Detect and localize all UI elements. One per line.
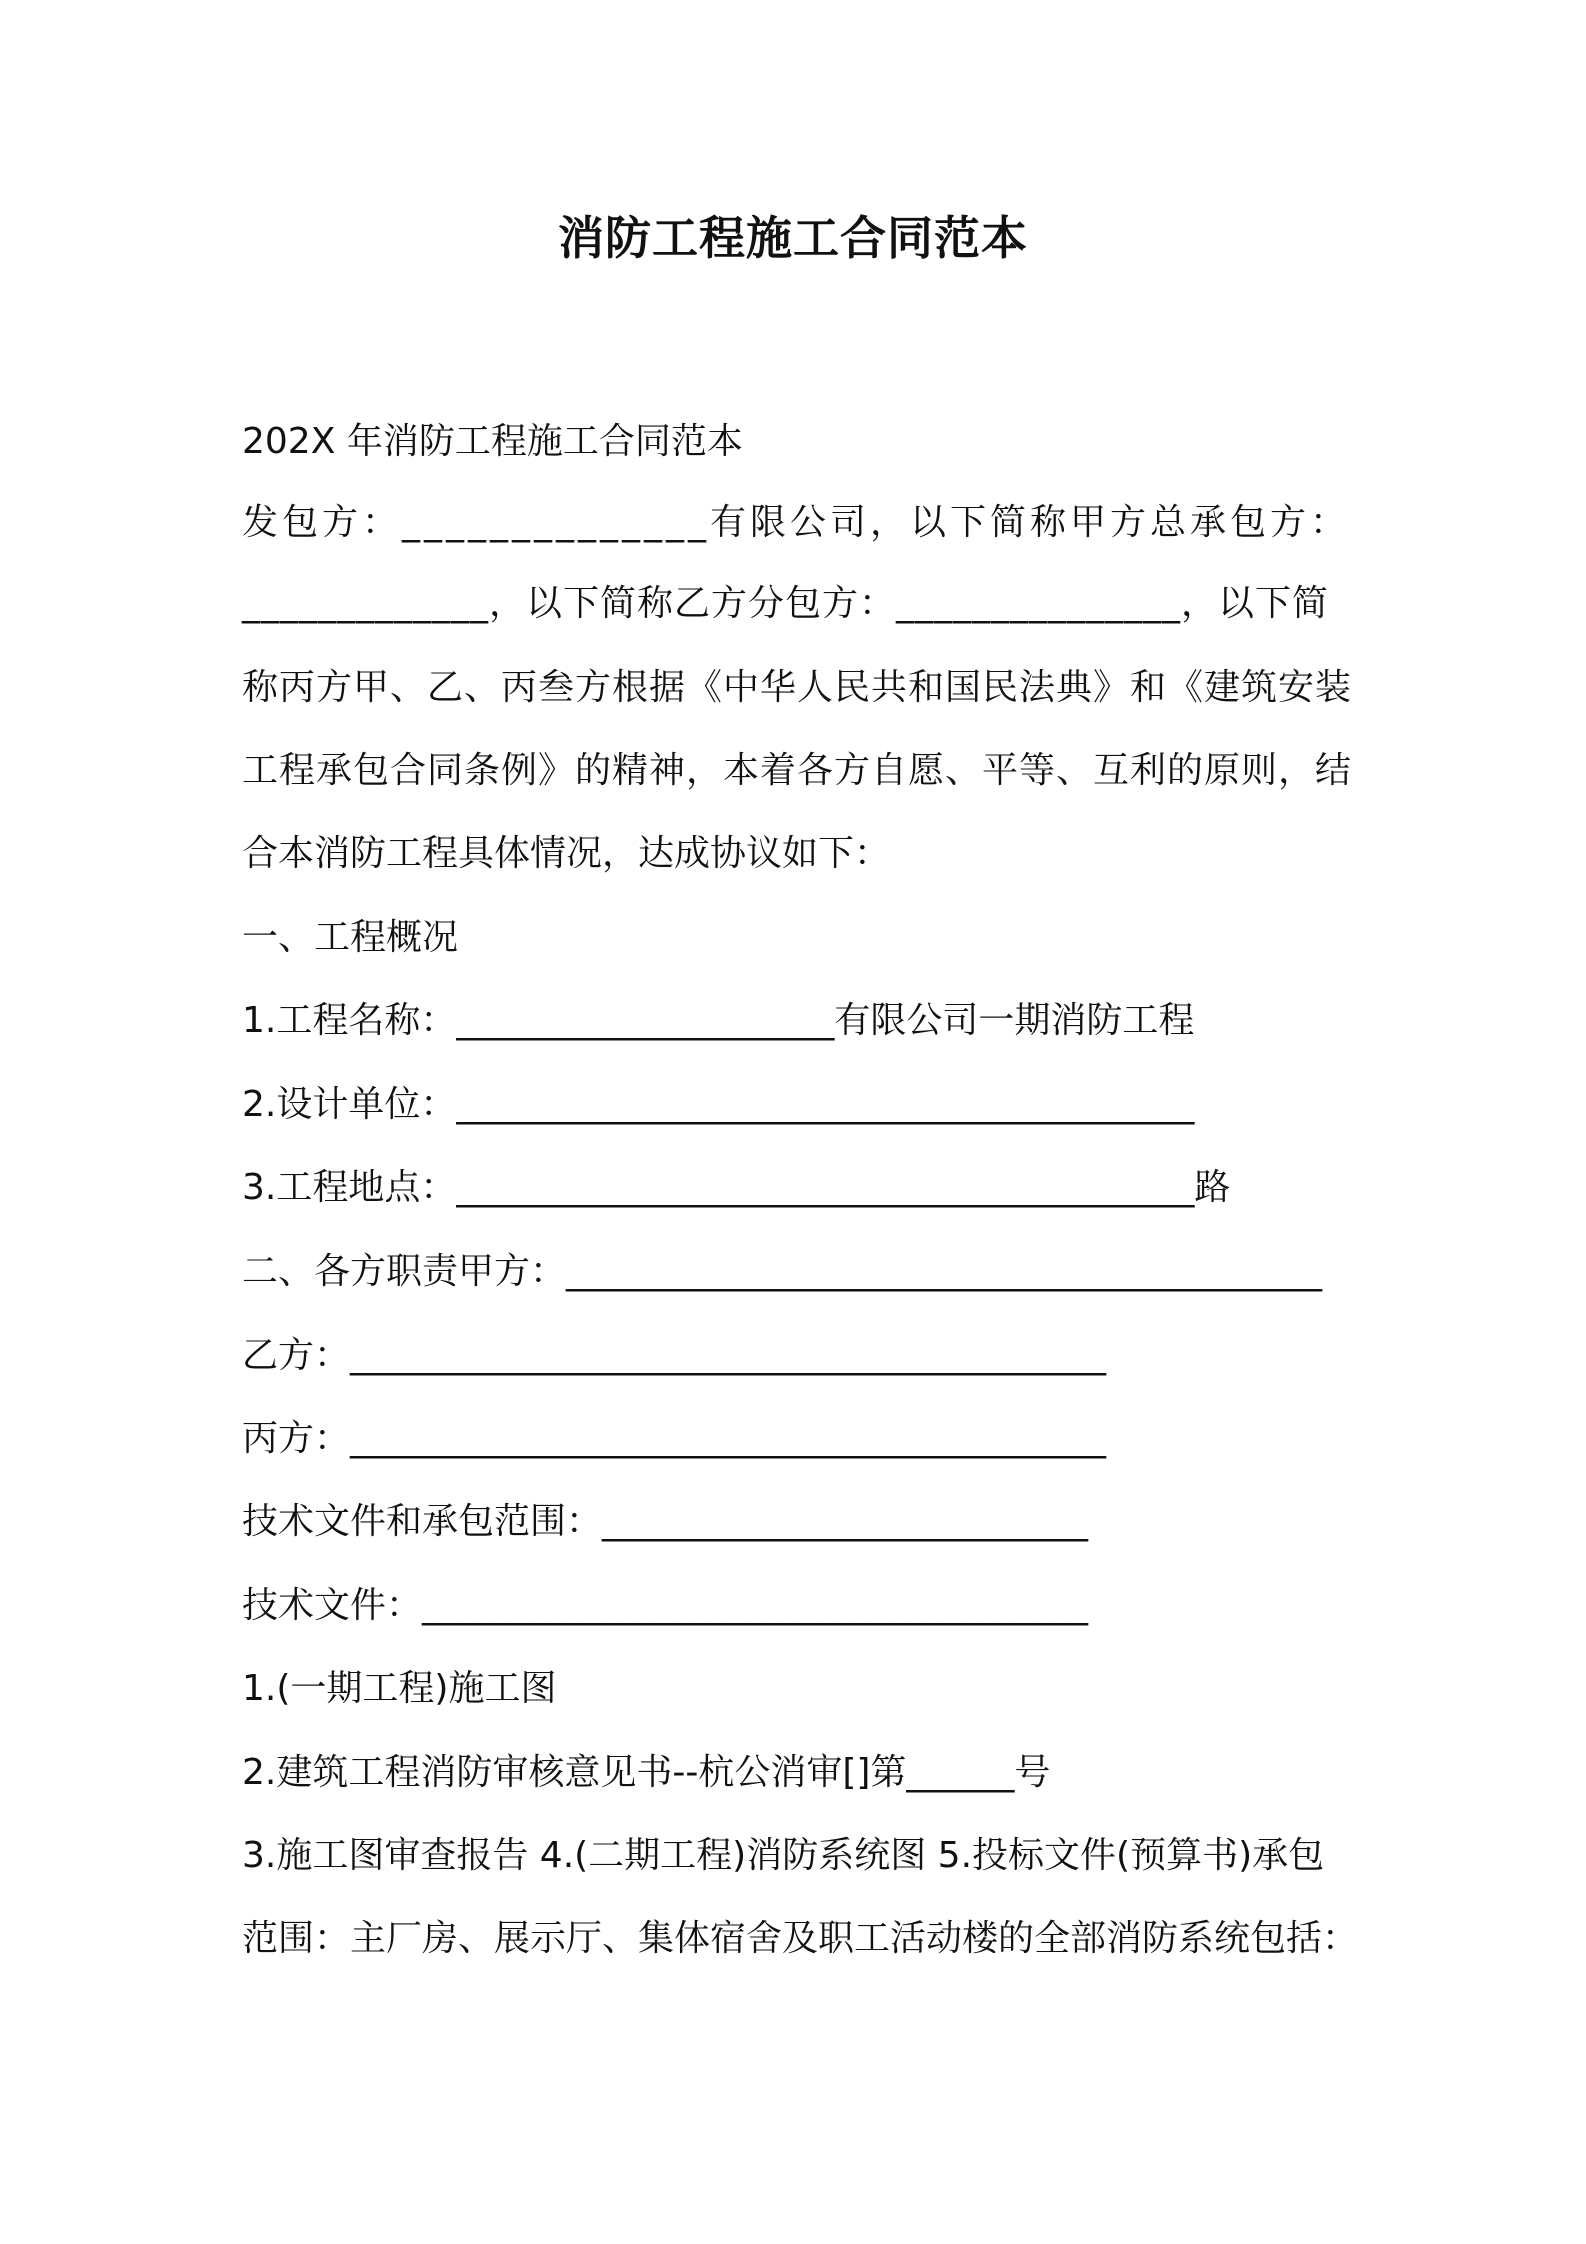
list-item: 1.(一期工程)施工图 — [242, 1668, 557, 1709]
paragraph-line: _____________，以下简称乙方分包方：_______________，以下简 — [242, 583, 1330, 624]
paragraph-line: 工程承包合同条例》的精神，本着各方自愿、平等、互利的原则，结 — [242, 750, 1353, 791]
party-c-line: 丙方：__________________________________________ — [242, 1418, 1107, 1459]
paragraph-line: 称丙方甲、乙、丙叁方根据《中华人民共和国民法典》和《建筑安装 — [242, 667, 1353, 708]
tech-docs-line: 技术文件：_____________________________________ — [242, 1585, 1089, 1626]
paragraph-line: 合本消防工程具体情况，达成协议如下： — [242, 833, 891, 874]
list-item: 2.建筑工程消防审核意见书--杭公消审[]第______号 — [242, 1752, 1051, 1793]
subtitle-line: 202X 年消防工程施工合同范本 — [242, 421, 743, 462]
design-unit-line: 2.设计单位：_________________________________________ — [242, 1084, 1195, 1125]
tech-docs-scope-line: 技术文件和承包范围：___________________________ — [242, 1501, 1089, 1542]
list-item: 范围：主厂房、展示厅、集体宿舍及职工活动楼的全部消防系统包括： — [242, 1918, 1359, 1959]
paragraph-line: 发包方：______________有限公司，以下简称甲方总承包方： — [242, 502, 1351, 543]
project-name-line: 1.工程名称：_____________________有限公司一期消防工程 — [242, 1000, 1195, 1041]
party-a-line: 二、各方职责甲方：__________________________________________ — [242, 1251, 1323, 1292]
party-b-line: 乙方：__________________________________________ — [242, 1335, 1107, 1376]
project-location-line: 3.工程地点：_________________________________________路 — [242, 1167, 1231, 1208]
section-heading: 一、工程概况 — [242, 917, 459, 958]
list-item: 3.施工图审查报告 4.(二期工程)消防系统图 5.投标文件(预算书)承包 — [242, 1835, 1325, 1876]
document-title: 消防工程施工合同范本 — [558, 211, 1028, 265]
